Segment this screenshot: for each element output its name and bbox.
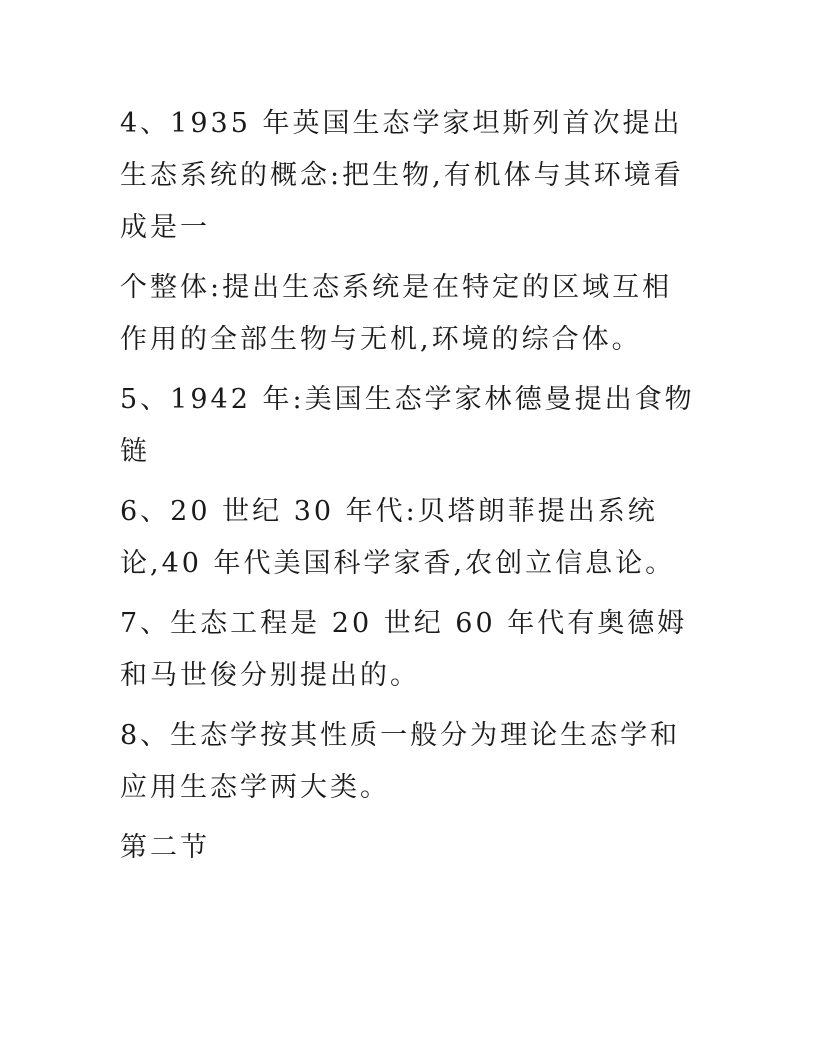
text-line: 链 bbox=[120, 436, 150, 467]
text-line: 6、20 世纪 30 年代:贝塔朗菲提出系统 bbox=[120, 496, 658, 527]
text-line: 个整体:提出生态系统是在特定的区域互相 bbox=[120, 272, 673, 303]
text-line: 作用的全部生物与无机,环境的综合体。 bbox=[120, 324, 642, 355]
section-heading bbox=[120, 822, 700, 874]
paragraph-item-6 bbox=[120, 486, 700, 590]
text-line: 生态系统的概念:把生物,有机体与其环境看 bbox=[120, 160, 684, 191]
text-line: 7、生态工程是 20 世纪 60 年代有奥德姆 bbox=[120, 608, 688, 639]
text-line: 成是一 bbox=[120, 212, 210, 243]
paragraph-item-5 bbox=[120, 374, 700, 478]
paragraph-item-7 bbox=[120, 598, 700, 702]
paragraph-item-8 bbox=[120, 710, 700, 814]
text-line: 5、1942 年:美国生态学家林德曼提出食物 bbox=[120, 384, 695, 415]
text-line: 论,40 年代美国科学家香,农创立信息论。 bbox=[120, 548, 676, 579]
text-line: 8、生态学按其性质一般分为理论生态学和 bbox=[120, 720, 681, 751]
paragraph-item-4-continued bbox=[120, 262, 700, 366]
paragraph-item-4 bbox=[120, 98, 700, 254]
text-line: 4、1935 年英国生态学家坦斯列首次提出 bbox=[120, 108, 683, 139]
text-line: 应用生态学两大类。 bbox=[120, 772, 390, 803]
text-line: 第二节 bbox=[120, 832, 210, 863]
document-page bbox=[120, 98, 700, 874]
text-line: 和马世俊分别提出的。 bbox=[120, 660, 420, 691]
